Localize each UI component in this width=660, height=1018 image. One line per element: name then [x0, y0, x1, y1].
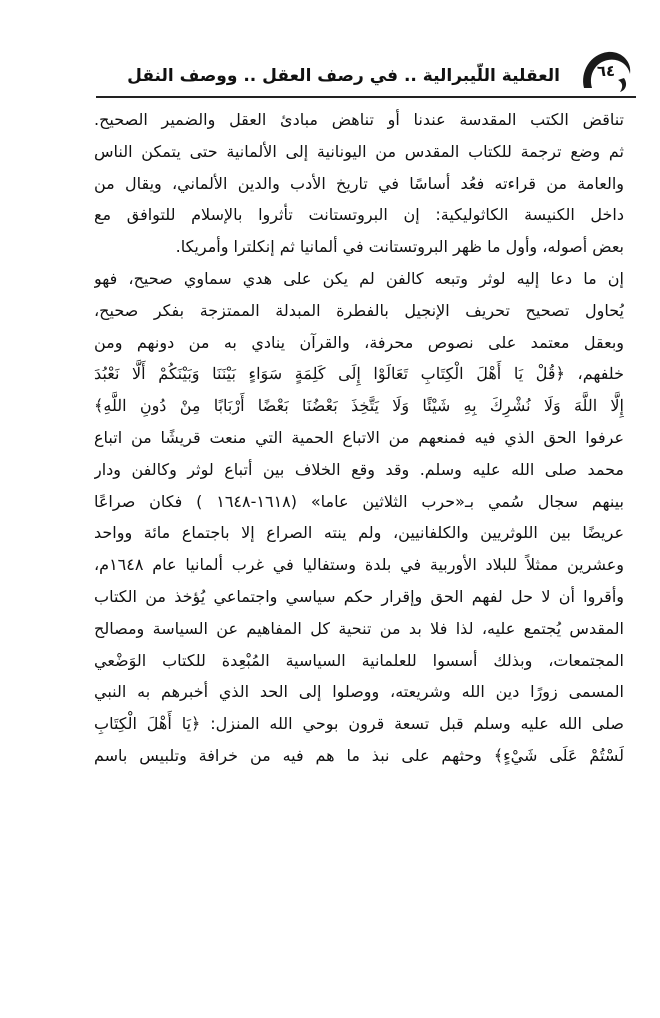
text-line-4: داخل الكنيسة الكاثوليكية: إن البروتستانت تأثروا بالإسلام للتوافق مع [94, 205, 624, 225]
header-title: العقلية اللّيبرالية .. في رصف العقل .. ووصف النقل [127, 66, 560, 86]
text-line-3: والعامة من قراءته فعُد أساسًا في تاريخ الأدب والدين الألماني، ويقال من [94, 173, 624, 193]
text-line-5: بعض أصوله، وأول ما ظهر البروتستانت في ألمانيا ثم إنكلترا وأمريكا. [175, 237, 624, 257]
page-number-badge [578, 48, 634, 96]
text-line-6: إن ما دعا إليه لوثر وتبعه كالفن لم يكن على هدي سماوي صحيح، فهو [94, 268, 624, 288]
text-line-12: محمد صلى الله عليه وسلم. وقد وقع الخلاف بين أتباع لوثر وكالفن ودار [94, 459, 624, 479]
text-line-9-quran-verse: خلفهم، ﴿قُلْ يَا أَهْلَ الْكِتَابِ تَعَالَوْا إِلَى كَلِمَةٍ سَوَاءٍ بَيْنَنَا وَبَيْنَكُمْ أَلَّا نَعْبُدَ [94, 364, 624, 384]
text-line-15: وعشرين ممثلاً للبلاد الأوربية في بلدة وستفاليا في غرب ألمانيا عام ١٦٤٨م، [94, 555, 624, 575]
text-line-2: ثم وضع ترجمة للكتاب المقدس من اليونانية إلى الألمانية حتى يتمكن الناس [94, 141, 624, 161]
text-line-18: المجتمعات، وبذلك أسسوا للعلمانية السياسية المُبْعِدة للكتاب الوَضْعي [94, 650, 624, 670]
text-line-20: صلى الله عليه وسلم قبل تسعة قرون بوحي الله المنزل: ﴿يَا أَهْلَ الْكِتَابِ [94, 714, 624, 734]
text-line-14: عريضًا بين اللوثريين والكلفانيين، ولم ينته الصراع إلا باجتماع مائة وواحد [94, 523, 624, 543]
text-line-8: وبعقل معتمد على نصوص محرفة، والقرآن ينادي به من دونهم ومن [94, 332, 624, 352]
text-line-13: بينهم سجال سُمي بـ«حرب الثلاثين عاما» (١٦١٨-١٦٤٨ ) فكان صراعًا [94, 491, 624, 511]
body-text [94, 104, 624, 772]
text-line-10-quran-verse: إِلَّا اللَّهَ وَلَا نُشْرِكَ بِهِ شَيْئًا وَلَا يَتَّخِذَ بَعْضُنَا بَعْضًا أَرْبَابًا مِنْ دُونِ اللَّهِ﴾ [94, 396, 624, 416]
running-header [96, 52, 636, 98]
text-line-19: المسمى زورًا دين الله وشريعته، ووصلوا إلى الحد الذي أخبرهم به النبي [94, 682, 624, 702]
text-line-11: عرفوا الحق الذي فيه فمنعهم من الاتباع الحمية التي منعت قريشًا من اتباع [94, 427, 624, 447]
text-line-7: يُحاول تصحيح تحريف الإنجيل بالفطرة المبدلة الممتزجة بفكر صحيح، [94, 300, 624, 320]
text-line-1: تناقض الكتب المقدسة عندنا أو تناهض مبادئ العقل والضمير الصحيح. [94, 110, 624, 129]
text-line-16: وأقروا أن لا حل لفهم الحق وإقرار حكم سياسي واجتماعي يُؤخذ من الكتاب [94, 586, 624, 606]
page-number: ٦٤ [596, 62, 616, 80]
text-line-21: لَسْتُمْ عَلَى شَيْءٍ﴾ وحثهم على نبذ ما هم فيه من خرافة وتلبيس باسم [94, 745, 624, 765]
text-line-17: المقدس يُجتمع عليه، لذا فلا بد من تنحية كل المفاهيم عن السياسة ومصالح [94, 618, 624, 638]
